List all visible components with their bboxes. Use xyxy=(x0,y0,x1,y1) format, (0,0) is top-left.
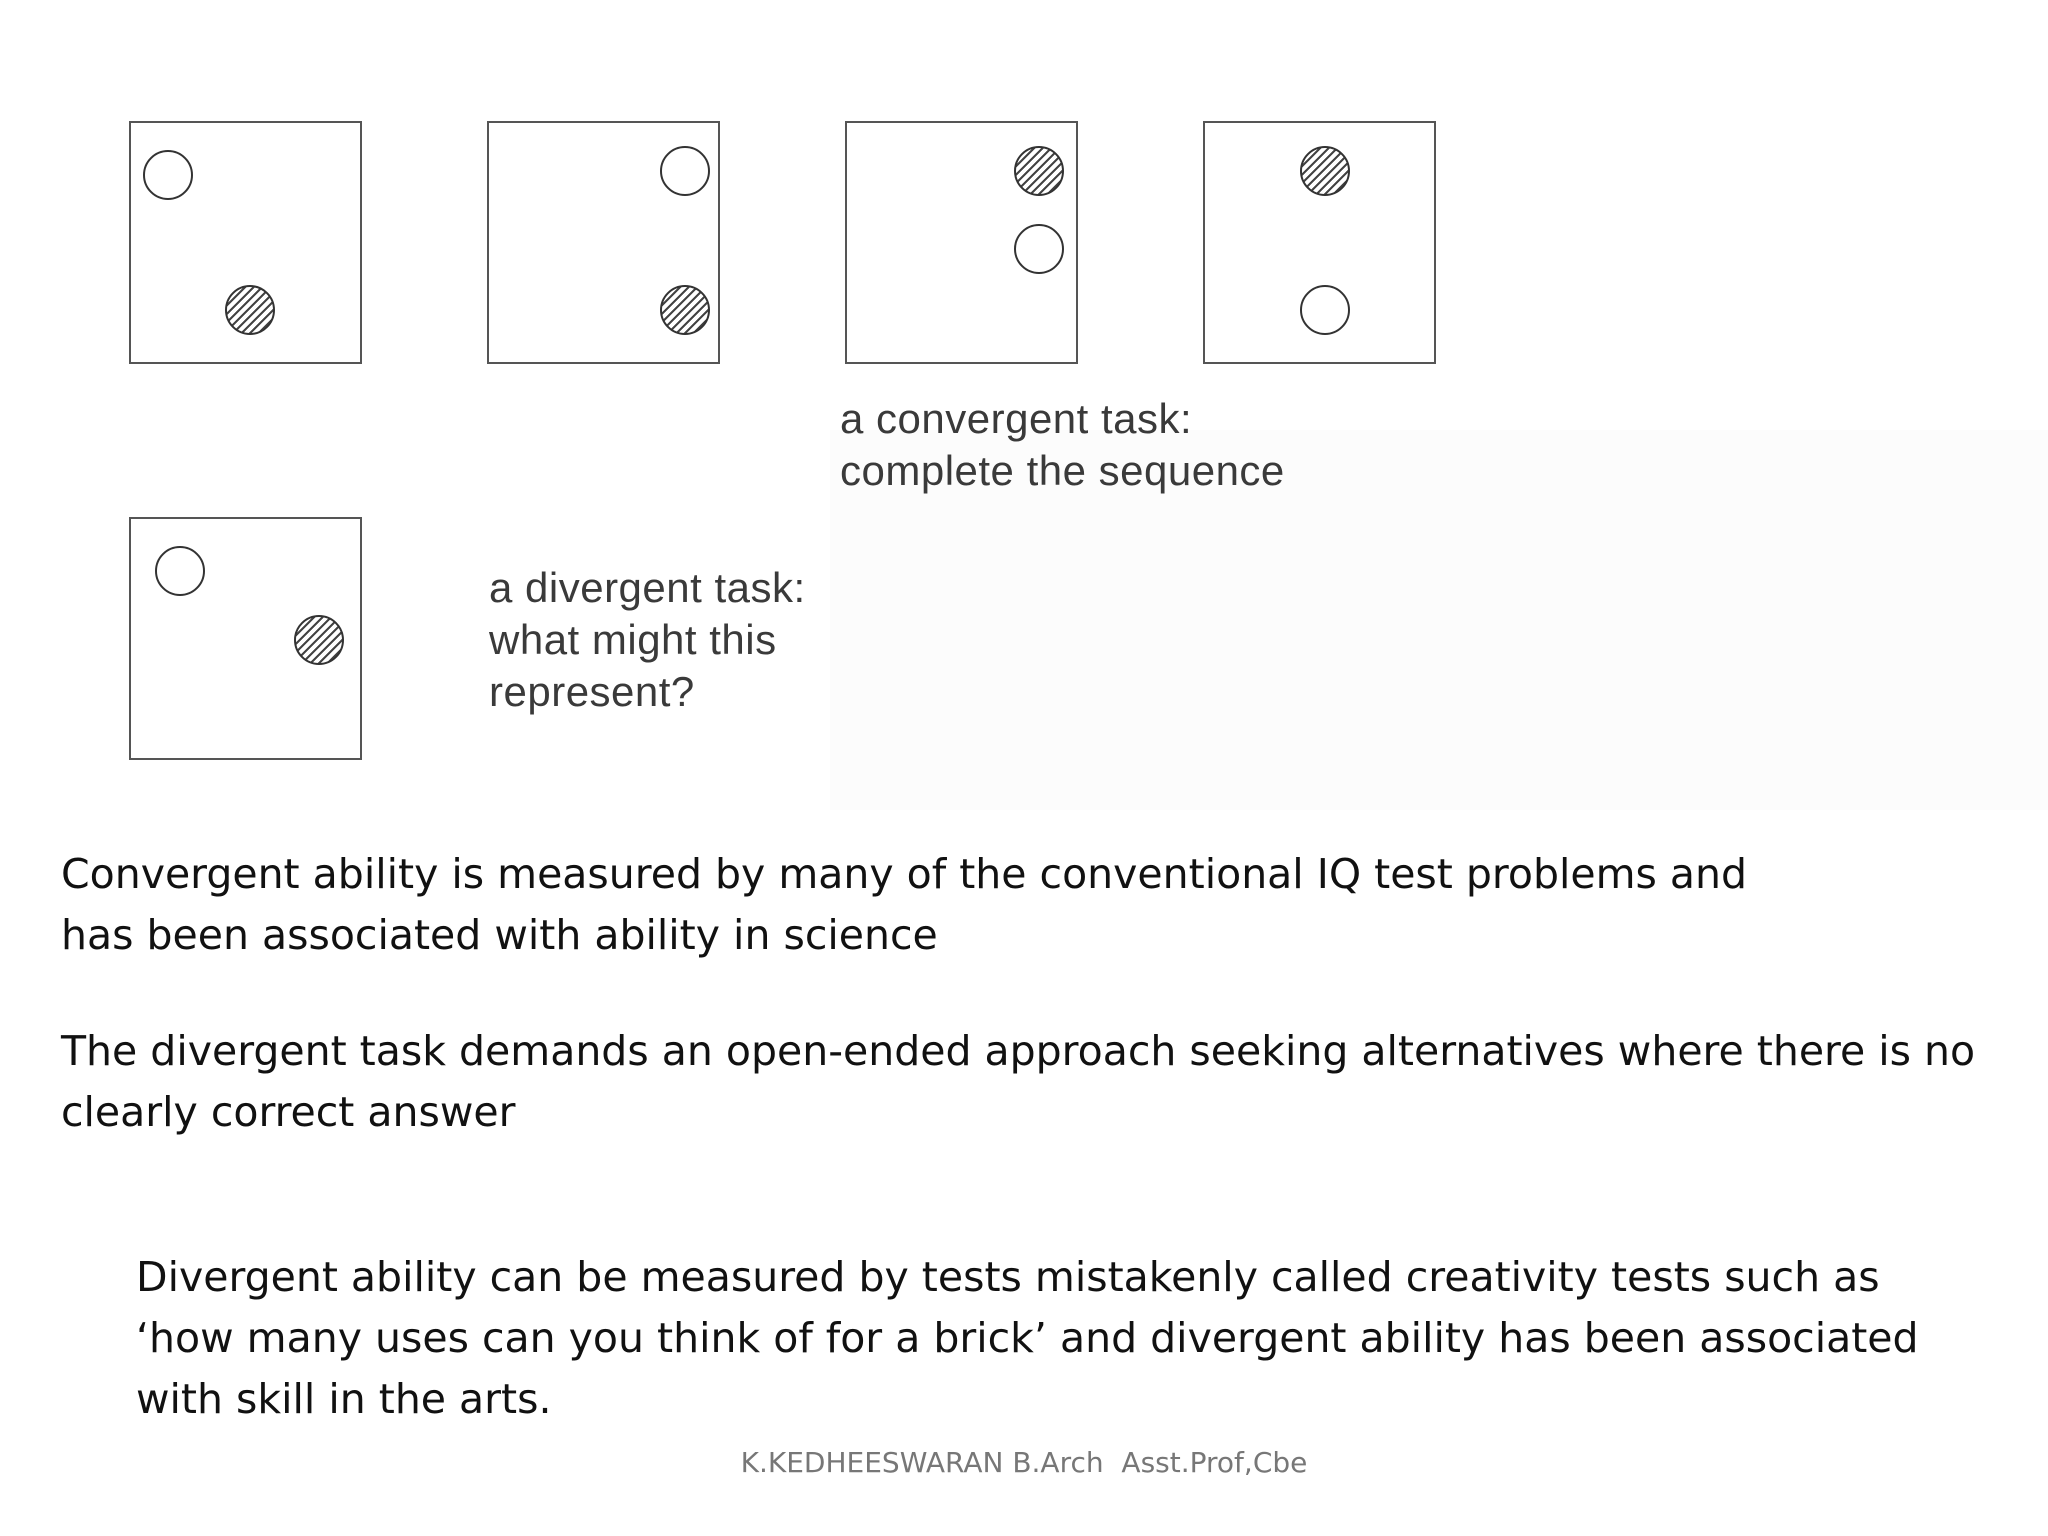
divergent-label-line-3: represent? xyxy=(489,668,695,715)
hatched-circle xyxy=(1300,146,1350,196)
divergent-task-label xyxy=(489,562,806,718)
convergent-task-label xyxy=(840,393,1285,497)
open-circle xyxy=(660,146,710,196)
divergent-panel xyxy=(129,517,362,760)
sequence-panel-3 xyxy=(845,121,1078,364)
open-circle xyxy=(143,150,193,200)
divergent-task-paragraph xyxy=(61,1021,1975,1143)
hatched-circle xyxy=(294,615,344,665)
divergent-ability-paragraph xyxy=(136,1247,1919,1430)
footer-credit: K.KEDHEESWARAN B.Arch Asst.Prof,Cbe xyxy=(740,1446,1308,1479)
divergent-task-paragraph-line-1: The divergent task demands an open-ended approach seeking alternatives where there is no xyxy=(61,1027,1976,1075)
hatched-circle xyxy=(225,285,275,335)
convergent-paragraph xyxy=(61,844,1747,966)
sequence-panel-2 xyxy=(487,121,720,364)
convergent-paragraph-line-2: has been associated with ability in science xyxy=(61,911,938,959)
hatched-circle xyxy=(660,285,710,335)
open-circle xyxy=(1300,285,1350,335)
hatched-circle xyxy=(1014,146,1064,196)
open-circle xyxy=(155,546,205,596)
sequence-panel-1 xyxy=(129,121,362,364)
divergent-ability-paragraph-line-2: ‘how many uses can you think of for a brick’ and divergent ability has been associated xyxy=(136,1314,1919,1362)
divergent-ability-paragraph-line-3: with skill in the arts. xyxy=(136,1375,552,1423)
divergent-ability-paragraph-line-1: Divergent ability can be measured by tests mistakenly called creativity tests such as xyxy=(136,1253,1880,1301)
sequence-panel-4 xyxy=(1203,121,1436,364)
convergent-label-line-2: complete the sequence xyxy=(840,447,1285,494)
divergent-label-line-2: what might this xyxy=(489,616,777,663)
convergent-paragraph-line-1: Convergent ability is measured by many of the conventional IQ test problems and xyxy=(61,850,1748,898)
convergent-label-line-1: a convergent task: xyxy=(840,395,1193,442)
open-circle xyxy=(1014,224,1064,274)
divergent-task-paragraph-line-2: clearly correct answer xyxy=(61,1088,516,1136)
divergent-label-line-1: a divergent task: xyxy=(489,564,806,611)
